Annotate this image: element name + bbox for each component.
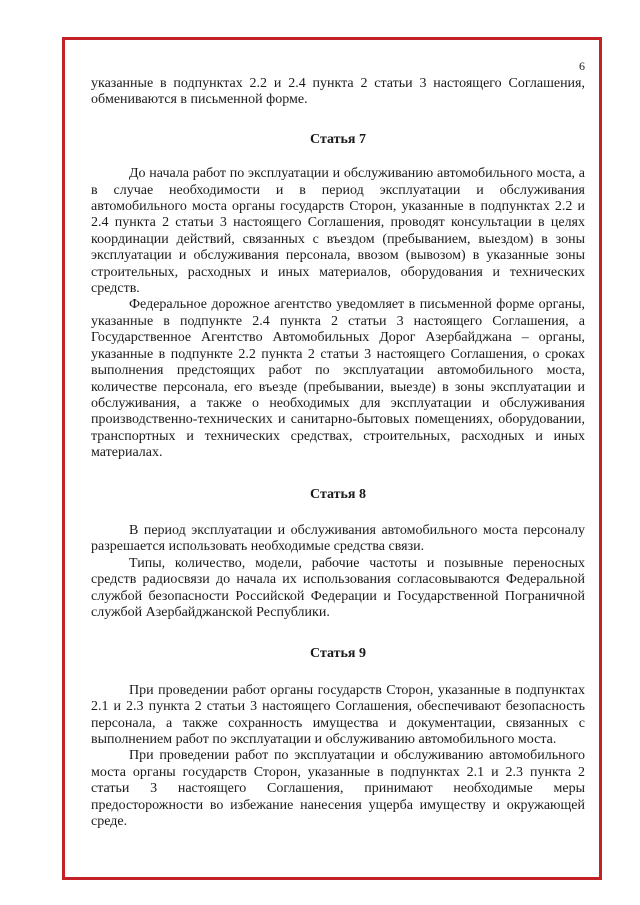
- article-7-paragraph-1: До начала работ по эксплуатации и обслуживанию автомобильного моста, а в случае необходимости и в период эксплуатации и обслуживания автомобильного моста органы государств Сторон, указанные в подпунктах 2.2 и 2.4 пункта 2 статьи 3 настоящего Соглашения, проводят консультации в целях координации действий, связанных с въездом (пребыванием, выездом) в зоны эксплуатации и обслуживания персонала, ввозом (вывозом) в указанные зоны строительных, расходных и иных материалов, оборудования и технических средств.: [91, 166, 585, 297]
- article-9-paragraph-1: При проведении работ органы государств Сторон, указанные в подпунктах 2.1 и 2.3 пункта 2 статьи 3 настоящего Соглашения, обеспечивают безопасность персонала, а также сохранность имущества и документации, связанных с выполнением работ по эксплуатации и обслуживанию автомобильного моста.: [91, 682, 585, 747]
- article-9-heading: Статья 9: [310, 646, 366, 662]
- article-9-paragraph-2: При проведении работ по эксплуатации и обслуживанию автомобильного моста органы государств Сторон, указанные в подпунктах 2.1 и 2.3 пункта 2 статьи 3 настоящего Соглашения, принимают необходимые меры предосторожности во избежание нанесения ущерба имуществу и окружающей среде.: [91, 748, 585, 830]
- article-7-heading: Статья 7: [310, 131, 366, 147]
- page-number: 6: [579, 59, 585, 73]
- intro-paragraph: указанные в подпунктах 2.2 и 2.4 пункта 2 статьи 3 настоящего Соглашения, обмениваются в письменной форме.: [91, 76, 585, 108]
- article-8-heading: Статья 8: [310, 486, 366, 502]
- article-8-paragraph-1: В период эксплуатации и обслуживания автомобильного моста персоналу разрешается использовать необходимые средства связи.: [91, 522, 585, 555]
- article-7-paragraph-2: Федеральное дорожное агентство уведомляет в письменной форме органы, указанные в подпункте 2.4 пункта 2 статьи 3 настоящего Соглашения, а Государственное Агентство Автомобильных Дорог Азербайджана – органы, указанные в подпункте 2.2 пункта 2 статьи 3 настоящего Соглашения, о сроках выполнения предстоящих работ по эксплуатации автомобильного моста, количестве персонала, его въезде (пребывании, выезде) в зоны эксплуатации и обслуживания, а также о необходимых для эксплуатации и обслуживания производственно-технических и санитарно-бытовых помещениях, оборудовании, транспортных и технических средствах, строительных, расходных и иных материалах.: [91, 297, 585, 461]
- document-body: [91, 56, 585, 830]
- article-8-paragraph-2: Типы, количество, модели, рабочие частоты и позывные переносных средств радиосвязи до начала их использования согласовываются Федеральной службой безопасности Российской Федерации и Государственной Пограничной службой Азербайджанской Республики.: [91, 555, 585, 620]
